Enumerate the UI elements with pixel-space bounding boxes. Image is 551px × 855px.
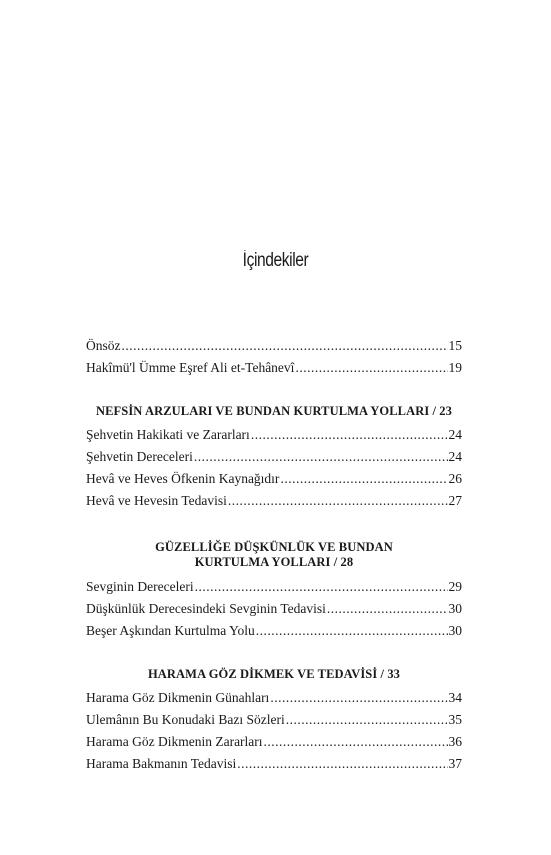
toc-entry[interactable] bbox=[86, 576, 462, 598]
toc-entry[interactable] bbox=[86, 598, 462, 620]
toc-entry[interactable] bbox=[86, 468, 462, 490]
toc-entry-label: Ulemânın Bu Konudaki Bazı Sözleri bbox=[86, 712, 285, 727]
toc-entry-page: 30 bbox=[448, 623, 462, 638]
toc-entry[interactable] bbox=[86, 357, 462, 379]
toc-entry[interactable] bbox=[86, 731, 462, 753]
toc-entry-page: 15 bbox=[448, 338, 462, 353]
toc-entry[interactable] bbox=[86, 446, 462, 468]
toc-entry-label: Sevginin Dereceleri bbox=[86, 579, 194, 594]
toc-entry[interactable] bbox=[86, 687, 462, 709]
section-heading[interactable] bbox=[86, 404, 462, 419]
dot-leader bbox=[280, 468, 447, 490]
toc-entry[interactable] bbox=[86, 335, 462, 357]
toc-entry-page: 36 bbox=[448, 734, 462, 749]
dot-leader bbox=[122, 335, 448, 357]
toc-entry-label: Beşer Aşkından Kurtulma Yolu bbox=[86, 623, 255, 638]
toc-entry-page: 37 bbox=[448, 756, 462, 771]
toc-section bbox=[86, 404, 462, 512]
toc-section bbox=[86, 540, 462, 642]
toc-entry-label: Harama Göz Dikmenin Günahları bbox=[86, 690, 270, 705]
toc-entry-label: Harama Göz Dikmenin Zararları bbox=[86, 734, 263, 749]
page-title: İçindekiler bbox=[242, 250, 309, 271]
dot-leader bbox=[256, 620, 448, 642]
toc-entry[interactable] bbox=[86, 709, 462, 731]
section-heading-line: NEFSİN ARZULARI VE BUNDAN KURTULMA YOLLARI / 23 bbox=[95, 404, 453, 418]
dot-leader bbox=[327, 598, 448, 620]
dot-leader bbox=[270, 687, 447, 709]
toc-entry-page: 26 bbox=[448, 471, 462, 486]
section-heading-line: HARAMA GÖZ DİKMEK VE TEDAVİSİ / 33 bbox=[147, 667, 401, 681]
section-heading-line: GÜZELLİĞE DÜŞKÜNLÜK VE BUNDAN bbox=[155, 540, 393, 554]
toc-entry-page: 27 bbox=[448, 493, 462, 508]
dot-leader bbox=[286, 709, 448, 731]
section-heading-line: KURTULMA YOLLARI / 28 bbox=[194, 555, 354, 569]
toc-entry-label: Hevâ ve Hevesin Tedavisi bbox=[86, 493, 227, 508]
toc-entry[interactable] bbox=[86, 490, 462, 512]
toc-entry-label: Önsöz bbox=[86, 338, 121, 353]
toc-entry-page: 24 bbox=[448, 449, 462, 464]
toc-section bbox=[86, 667, 462, 775]
toc-entry[interactable] bbox=[86, 753, 462, 775]
toc-entry-page: 19 bbox=[448, 360, 462, 375]
dot-leader bbox=[264, 731, 448, 753]
toc-entry-label: Şehvetin Dereceleri bbox=[86, 449, 193, 464]
section-heading[interactable] bbox=[86, 540, 462, 570]
dot-leader bbox=[237, 753, 447, 775]
toc-entry[interactable] bbox=[86, 620, 462, 642]
dot-leader bbox=[228, 490, 448, 512]
dot-leader bbox=[251, 424, 448, 446]
toc-entry-label: Hakîmü'l Ümme Eşref Ali et-Tehânevî bbox=[86, 360, 295, 375]
section-heading[interactable] bbox=[86, 667, 462, 682]
toc-entry-label: Harama Bakmanın Tedavisi bbox=[86, 756, 237, 771]
toc-entry-page: 30 bbox=[448, 601, 462, 616]
dot-leader bbox=[295, 357, 447, 379]
dot-leader bbox=[195, 576, 448, 598]
toc-entry-label: Düşkünlük Derecesindeki Sevginin Tedavisi bbox=[86, 601, 326, 616]
toc-entry-page: 29 bbox=[448, 579, 462, 594]
toc-entry-label: Hevâ ve Heves Öfkenin Kaynağıdır bbox=[86, 471, 280, 486]
toc-front-matter bbox=[86, 335, 462, 379]
toc-entry-page: 24 bbox=[448, 427, 462, 442]
toc-entry-page: 35 bbox=[448, 712, 462, 727]
dot-leader bbox=[194, 446, 448, 468]
toc-entry-label: Şehvetin Hakikati ve Zararları bbox=[86, 427, 250, 442]
toc-entry-page: 34 bbox=[448, 690, 462, 705]
toc-entry[interactable] bbox=[86, 424, 462, 446]
